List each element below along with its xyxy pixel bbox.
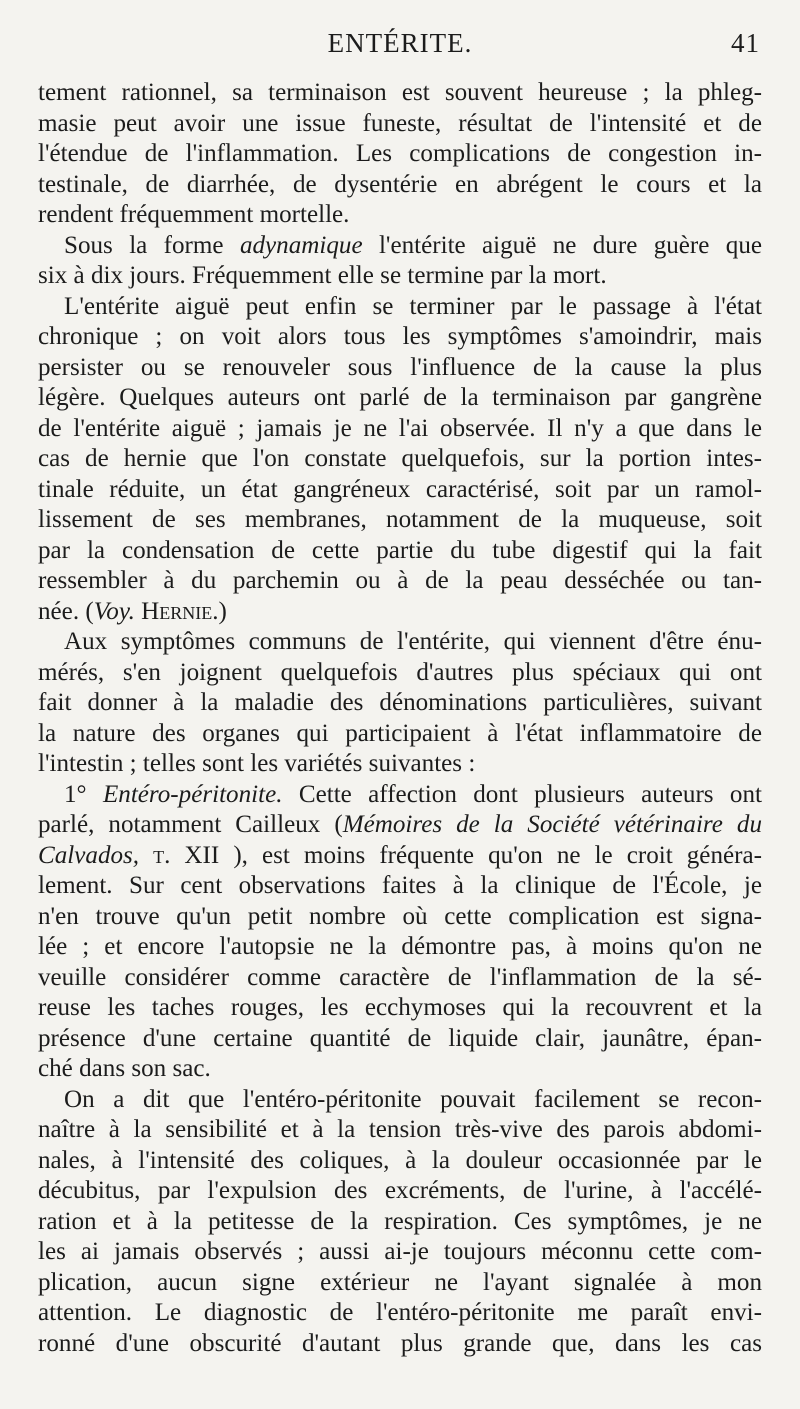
text-line: tement rationnel, sa terminaison est souvent heureuse ; la phleg- — [38, 79, 762, 106]
text-line: l'intestin ; telles sont les variétés suivantes : — [38, 750, 476, 777]
text-line: testinale, de diarrhée, de dysentérie en abrégent le cours et la — [38, 170, 762, 198]
text-line: décubitus, par l'expulsion des excréments, de l'urine, à l'accélé- — [38, 1177, 762, 1204]
text-line: ché dans son sac. — [38, 1055, 211, 1082]
text-line: ressembler à du parchemin ou à de la peau desséchée ou tan- — [38, 567, 762, 594]
text-line — [38, 780, 762, 811]
text-line: les ai jamais observés ; aussi ai-je toujours méconnu cette com- — [38, 1238, 762, 1265]
text-line — [38, 841, 762, 872]
italic-citation: Calvados, — [38, 841, 140, 869]
text-line — [38, 810, 762, 841]
text-line: lée ; et encore l'autopsie ne la démontre pas, à moins qu'on ne — [38, 933, 762, 960]
text-line: rendent fréquemment mortelle. — [38, 201, 350, 228]
italic-term: Voy. — [93, 597, 135, 625]
text-line — [38, 597, 762, 628]
text-line: par la condensation de cette partie du tube digestif qui la fait — [38, 536, 762, 564]
text-line: fait donner à la maladie des dénominations particulières, suivant — [38, 689, 762, 716]
text-line: veuille considérer comme caractère de l'inflammation de la sé- — [38, 963, 762, 991]
text-run: Cette affection dont plusieurs auteurs ont — [298, 780, 762, 808]
text-line: cas de hernie que l'on constate quelquefois, sur la portion intes- — [38, 445, 762, 472]
text-line: tinale réduite, un état gangréneux caractérisé, soit par un ramol- — [38, 475, 762, 503]
italic-citation: Mémoires de la Société vétérinaire du — [342, 811, 762, 838]
text-line: chronique ; on voit alors tous les symptômes s'amoindrir, mais — [38, 323, 762, 350]
page-number: 41 — [731, 28, 760, 58]
text-line: Aux symptômes communs de l'entérite, qui viennent d'être énu- — [64, 628, 762, 655]
text-line: de l'entérite aiguë ; jamais je ne l'ai observée. Il n'y a que dans le — [38, 414, 762, 442]
text-line: n'en trouve qu'un petit nombre où cette complication est signa- — [38, 902, 762, 930]
text-run: parlé, notamment Cailleux ( — [38, 811, 343, 838]
text-line: L'entérite aiguë peut enfin se terminer par le passage à l'état — [64, 292, 762, 320]
text-line: six à dix jours. Fréquemment elle se termine par la mort. — [38, 262, 607, 289]
text-run: née. ( — [38, 597, 94, 625]
text-line: nales, à l'intensité des coliques, à la douleur occasionnée par le — [38, 1146, 762, 1174]
text-line: légère. Quelques auteurs ont parlé de la terminaison par gangrène — [38, 384, 762, 411]
running-header — [40, 28, 760, 64]
text-line: masie peut avoir une issue funeste, résultat de l'intensité et de — [38, 109, 762, 137]
text-line — [38, 231, 762, 262]
text-run: la forme — [129, 231, 224, 259]
section-heading: Entéro-péritonite. — [102, 780, 283, 808]
text-line: naître à la sensibilité et à la tension très-vive des parois abdomi- — [38, 1116, 762, 1143]
text-line: lement. Sur cent observations faites à la clinique de l'École, je — [38, 872, 762, 899]
text-line: lissement de ses membranes, notamment de la muqueuse, soit — [38, 506, 762, 533]
volume-reference: t. XII — [153, 841, 220, 869]
text-line: attention. Le diagnostic de l'entéro-péritonite me paraît envi- — [38, 1299, 762, 1326]
text-line: mérés, s'en joignent quelquefois d'autres plus spéciaux qui ont — [38, 658, 762, 686]
italic-term: adynamique — [239, 231, 363, 259]
text-line: plication, aucun signe extérieur ne l'ayant signalée à mon — [38, 1268, 762, 1296]
text-run: ) — [218, 597, 227, 625]
text-run: Sous — [64, 231, 113, 259]
text-line: présence d'une certaine quantité de liquide clair, jaunâtre, épan- — [38, 1024, 762, 1052]
text-line: l'étendue de l'inflammation. Les complications de congestion in- — [38, 140, 762, 167]
text-line: ronné d'une obscurité d'autant plus grande que, dans les cas — [38, 1329, 762, 1357]
text-line: On a dit que l'entéro-péritonite pouvait facilement se recon- — [64, 1085, 762, 1113]
text-line: ration et à la petitesse de la respiration. Ces symptômes, je ne — [38, 1207, 762, 1235]
text-line: la nature des organes qui participaient à l'état inflammatoire de — [38, 719, 762, 747]
list-number: 1° — [64, 780, 87, 808]
text-line: reuse les taches rouges, les ecchymoses qui la recouvrent et la — [38, 994, 762, 1021]
text-run: l'entérite aiguë ne dure guère que — [378, 231, 762, 259]
running-title: ENTÉRITE. — [327, 28, 473, 58]
page-body-text — [38, 78, 762, 1359]
cross-reference: Hernie. — [141, 597, 219, 625]
text-run: ), est moins fréquente qu'on ne le croit généra- — [233, 841, 762, 869]
text-line: persister ou se renouveler sous l'influence de la cause la plus — [38, 353, 762, 381]
